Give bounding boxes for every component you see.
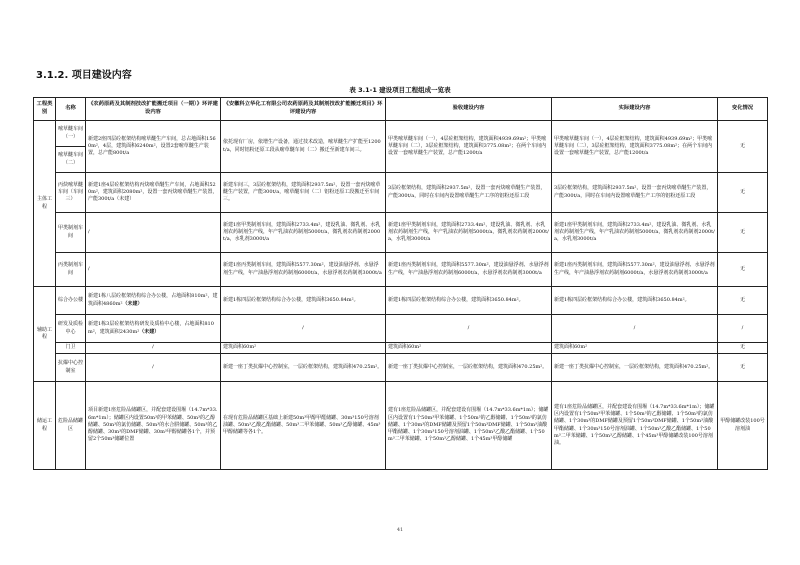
cell-first-text: 新建1栋3层砼框架结构研发及质检中心楼，占地面积810m²，建筑面积2430m² — [88, 321, 214, 335]
not-built-note: （未建） — [139, 328, 160, 335]
cell-actual: 新建1座丙类制剂车间，建筑面积5577.30m²，建设油悬浮剂、水悬浮剂生产线，年产油悬浮剂农药制剂6000t/a，水悬浮剂农药制剂3000t/a — [552, 253, 718, 287]
cell-change: 无 — [718, 213, 768, 253]
cell-actual: 建筑面积60m² — [552, 343, 718, 354]
cell-first: / — [86, 213, 221, 253]
cell-acceptance: / — [386, 315, 552, 343]
cell-first — [86, 287, 221, 315]
cell-actual: 甲类嘧草醚车间（一），4层砼框架结构，建筑面积4939.69m²；甲类嘧草醚车间（二），3层砼框架结构，建筑面积3775.08m²；在两个车间内设置一套嘧草醚生产装置，总产能1200t/a — [552, 121, 718, 173]
cell-second: 新建1座甲类制剂车间，建筑面积2733.4m²，建设乳油、微乳剂、水乳剂农药制剂生产线，年产乳油农药制剂5000t/a，微乳剂农药制剂2000t/a，水乳剂3000t/a — [221, 213, 386, 253]
table-row — [34, 315, 768, 343]
header-name: 名称 — [56, 98, 86, 121]
cell-second: 在现有危险品储罐区基础上新建50m³甲醇甲醛储罐、30m³150号溶剂油罐、50m³乙酸乙酯储罐、50m³二甲苯储罐、50m³乙醇储罐、45m³甲醇储罐等各1个。 — [221, 382, 386, 470]
header-actual: 实际建设内容 — [552, 98, 718, 121]
row-name: 丙类制剂车间 — [56, 253, 86, 287]
cell-actual: 建有1座危险品储罐区，并配套建设有围堰（14.7m*33.6m*1m）；储罐区内设置有1个50m³甲苯储罐、1个50m³的乙醇储罐、1个50m³的氯仿储罐、1个30m³的DMF储罐及预留1个50m³DMF储罐、1个50m³油酸甲酯储罐、1个30m³150号溶剂油罐、1个50m³乙酸乙酯储罐、1个50m³二甲苯储罐、1个50m³乙醇储罐、1个45m³甲醇储罐改装100号溶剂油。 — [552, 382, 718, 470]
cell-first: 新建1座4层砼框架结构丙炔嘧草醚生产车间，占地面积520m²，建筑面积2080m²，设置一套丙炔嘧草醚生产装置，产能300t/a（未建） — [86, 173, 221, 213]
cell-first: 项目新建1座危险品储罐区，并配套建设围堰（14.7m*33.6m*1m）；储罐区内设置50m³的甲苯储罐、50m³的乙醇储罐、50m³的氯仿储罐、50m³的水合肼储罐、50m³的乙醇储罐、30m³的DMF储罐、30m³甲醇储罐各1个，并预留2个50m³储罐位置 — [86, 382, 221, 470]
cell-acceptance: 建有1座危险品储罐区，并配套建设有围堰（14.7m*33.6m*1m）；储罐区内设置有1个50m³甲苯储罐、1个50m³的乙醇储罐、1个50m³的氯仿储罐、1个30m³的DMF储罐及预留1个50m³DMF储罐、1个50m³油酸甲酯储罐、1个30m³150号溶剂油罐、1个50m³乙酸乙酯储罐、1个50m³二甲苯储罐、1个50m³乙醇储罐、1个45m³甲醇储罐 — [386, 382, 552, 470]
cell-first: / — [86, 343, 221, 354]
not-built-note: （未建） — [122, 300, 143, 307]
table-title: 表 3.1-1 建设项目工程组成一览表 — [349, 86, 451, 94]
table-row — [34, 354, 768, 382]
cell-acceptance: 建筑面积60m² — [386, 343, 552, 354]
cell-actual: 新建1栋四层砼框架结构综合办公楼，建筑面积3650.84m²。 — [552, 287, 718, 315]
cell-first-text: 新建1栋八层砼框架结构综合办公楼，占地面积810m²，建筑面积4860m² — [88, 293, 218, 307]
section-title: 项目建设内容 — [71, 70, 132, 81]
cell-first: 新建2座四层砼框架结构嘧草醚生产车间，总占地面积1560m²，4层，建筑面积6240m²，设置2套嘧草醚生产装置，总产能800t/a — [86, 121, 221, 173]
cell-change: / — [718, 315, 768, 343]
cell-change: 无 — [718, 173, 768, 213]
cell-change: 无 — [718, 343, 768, 354]
table-row — [34, 253, 768, 287]
cell-acceptance: 3层砼框架结构，建筑面积2937.5m²，设置一套丙炔嘧草醚生产装置，产能300t/a，同时在车间内设置嘧草醚生产工序的铝粉还原工段 — [386, 173, 552, 213]
cell-acceptance: 甲类嘧草醚车间（一），4层砼框架结构，建筑面积4939.69m²；甲类嘧草醚车间（二），3层砼框架结构，建筑面积3775.08m²；在两个车间内设置一套嘧草醚生产装置，总产能1200t/a — [386, 121, 552, 173]
table-row — [34, 343, 768, 354]
section-heading — [36, 66, 132, 81]
cell-first — [86, 315, 221, 343]
cell-acceptance: 新建1栋四层砼框架结构综合办公楼，建筑面积3650.84m²。 — [386, 287, 552, 315]
row-name: 门卫 — [56, 343, 86, 354]
cell-actual: 3层砼框架结构，建筑面积2937.5m²，设置一套丙炔嘧草醚生产装置，产能300t/a，同时在车间内设置嘧草醚生产工序的铝粉还原工段 — [552, 173, 718, 213]
cell-change: 甲醇储罐改装100号溶剂油 — [718, 382, 768, 470]
cell-first: / — [86, 354, 221, 382]
row-name: 危险品储罐区 — [56, 382, 86, 470]
header-first-eia: 《农药原药及其制剂技改扩能搬迁项目（一期）》环评建设内容 — [86, 98, 221, 121]
header-acceptance: 验收建设内容 — [386, 98, 552, 121]
cell-acceptance: 新建1座甲类制剂车间，建筑面积2733.4m²，建设乳油、微乳剂、水乳剂农药制剂生产线，年产乳油农药制剂5000t/a，微乳剂农药制剂2000t/a，水乳剂3000t/a — [386, 213, 552, 253]
header-change: 变化情况 — [718, 98, 768, 121]
row-name: 甲类制剂车间 — [56, 213, 86, 253]
page-number: 41 — [396, 527, 404, 533]
table-row — [34, 287, 768, 315]
section-number: 3.1.2. — [36, 70, 69, 81]
category-main: 主体工程 — [34, 121, 56, 287]
cell-second: 新建1座丙类制剂车间，建筑面积5577.30m²，建设油悬浮剂、水悬浮剂生产线，年产油悬浮剂农药制剂6000t/a，水悬浮剂农药制剂3000t/a — [221, 253, 386, 287]
row-name: 研发及质检中心 — [56, 315, 86, 343]
cell-actual: / — [552, 315, 718, 343]
cell-second: 新建1栋四层砼框架结构综合办公楼，建筑面积3650.84m²。 — [221, 287, 386, 315]
header-category: 工程类别 — [34, 98, 56, 121]
cell-change: 无 — [718, 121, 768, 173]
cell-change: 无 — [718, 287, 768, 315]
table-row — [34, 121, 768, 147]
cell-second: 建筑面积60m² — [221, 343, 386, 354]
cell-actual: 新建一座丁类抗爆中心控制室，一层砼框架结构，建筑面积470.25m²。 — [552, 354, 718, 382]
cell-change: 无 — [718, 354, 768, 382]
cell-acceptance: 新建一座丁类抗爆中心控制室，一层砼框架结构，建筑面积470.25m²。 — [386, 354, 552, 382]
table-row — [34, 213, 768, 253]
header-second-eia: 《安徽科立华化工有限公司农药原药及其制剂技改扩能搬迁项目》环评建设内容 — [221, 98, 386, 121]
category-storage: 储运工程 — [34, 382, 56, 470]
category-aux: 辅助工程 — [34, 287, 56, 382]
row-name: 嘧草醚车间（一） — [56, 121, 86, 147]
cell-first: / — [86, 253, 221, 287]
cell-second: / — [221, 315, 386, 343]
row-name: 综合办公楼 — [56, 287, 86, 315]
row-name: 丙炔嘧草醚车间（车间三） — [56, 173, 86, 213]
cell-acceptance: 新建1座丙类制剂车间，建筑面积5577.30m²，建设油悬浮剂、水悬浮剂生产线，年产油悬浮剂农药制剂6000t/a，水悬浮剂农药制剂3000t/a — [386, 253, 552, 287]
cell-second: 新建一座丁类抗爆中心控制室，一层砼框架结构，建筑面积470.25m²。 — [221, 354, 386, 382]
cell-actual: 新建1座甲类制剂车间，建筑面积2733.4m²，建设乳油、微乳剂、水乳剂农药制剂生产线，年产乳油农药制剂5000t/a，微乳剂农药制剂2000t/a，水乳剂3000t/a — [552, 213, 718, 253]
table-header-row — [34, 98, 768, 121]
table-row — [34, 173, 768, 213]
table-row — [34, 382, 768, 470]
cell-change: 无 — [718, 253, 768, 287]
row-name: 嘧草醚车间（二） — [56, 147, 86, 173]
cell-second: 依托现有厂房，依增生产设备，通过技术改造，嘧草醚生产扩能至1200t/a，同时铝粉还原工段从嘧草醚车间（二）搬迁至新建车间三。 — [221, 121, 386, 173]
cell-second: 新建车间三，3层砼框架结构，建筑面积2937.5m²，设置一套丙炔嘧草醚生产装置，产能300t/a，嘧草醚车间（二）铝粉还原工段搬迁至车间三。 — [221, 173, 386, 213]
project-composition-table — [33, 97, 768, 470]
row-name: 抗爆中心控制室 — [56, 354, 86, 382]
